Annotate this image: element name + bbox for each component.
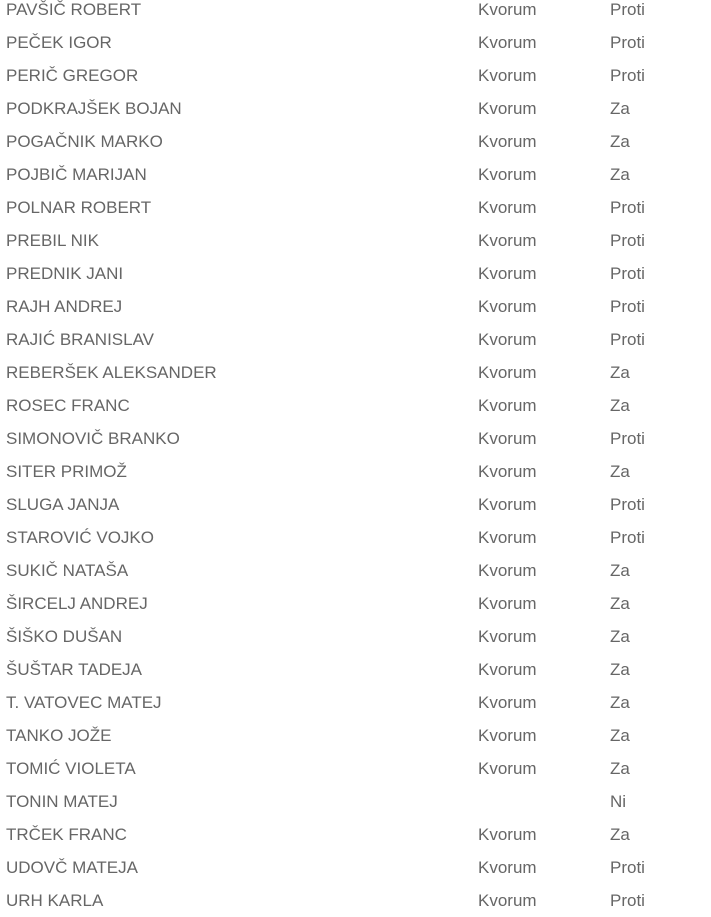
table-row: [0, 125, 711, 158]
quorum-status: Kvorum: [478, 66, 537, 85]
table-row: [0, 26, 711, 59]
member-name: TRČEK FRANC: [6, 825, 127, 844]
quorum-status: Kvorum: [478, 99, 537, 118]
quorum-status: Kvorum: [478, 561, 537, 580]
member-name: ŠIŠKO DUŠAN: [6, 627, 123, 646]
quorum-status: Kvorum: [478, 429, 537, 448]
quorum-status: Kvorum: [478, 297, 537, 316]
quorum-status: Kvorum: [478, 462, 537, 481]
table-row: [0, 158, 711, 191]
member-name: REBERŠEK ALEKSANDER: [6, 363, 217, 382]
vote-value: Proti: [610, 528, 645, 547]
member-name: PREDNIK JANI: [6, 264, 124, 283]
table-row: [0, 488, 711, 521]
quorum-status: Kvorum: [478, 660, 537, 679]
member-name: RAJH ANDREJ: [6, 297, 123, 316]
vote-value: Proti: [610, 495, 645, 514]
vote-value: Proti: [610, 0, 645, 19]
quorum-status: Kvorum: [478, 165, 537, 184]
vote-value: Za: [610, 726, 630, 745]
table-row: [0, 752, 711, 785]
table-row: [0, 554, 711, 587]
member-name: STAROVIĆ VOJKO: [6, 528, 154, 547]
quorum-status: Kvorum: [478, 264, 537, 283]
member-name: PODKRAJŠEK BOJAN: [6, 99, 182, 118]
quorum-status: Kvorum: [478, 759, 537, 778]
member-name: SUKIČ NATAŠA: [6, 561, 129, 580]
vote-value: Za: [610, 693, 630, 712]
quorum-status: Kvorum: [478, 363, 537, 382]
quorum-status: Kvorum: [478, 0, 537, 19]
vote-value: Proti: [610, 297, 645, 316]
quorum-status: Kvorum: [478, 594, 537, 613]
quorum-status: Kvorum: [478, 132, 537, 151]
member-name: ROSEC FRANC: [6, 396, 130, 415]
member-name: PEČEK IGOR: [6, 33, 112, 52]
table-row: [0, 389, 711, 422]
vote-value: Proti: [610, 429, 645, 448]
quorum-status: Kvorum: [478, 330, 537, 349]
member-name: POLNAR ROBERT: [6, 198, 152, 217]
vote-value: Ni: [610, 792, 627, 811]
table-row: [0, 290, 711, 323]
vote-value: Za: [610, 462, 630, 481]
table-row: [0, 323, 711, 356]
vote-value: Za: [610, 561, 630, 580]
table-row: [0, 620, 711, 653]
quorum-status: Kvorum: [478, 495, 537, 514]
quorum-status: Kvorum: [478, 627, 537, 646]
member-name: UDOVČ MATEJA: [6, 858, 138, 877]
table-row: [0, 59, 711, 92]
vote-value: Za: [610, 627, 630, 646]
vote-value: Proti: [610, 264, 645, 283]
member-name: POGAČNIK MARKO: [6, 132, 163, 151]
quorum-status: Kvorum: [478, 858, 537, 877]
quorum-status: Kvorum: [478, 825, 537, 844]
table-row: [0, 0, 711, 26]
quorum-status: Kvorum: [478, 528, 537, 547]
quorum-status: Kvorum: [478, 693, 537, 712]
table-row: [0, 422, 711, 455]
vote-value: Proti: [610, 858, 645, 877]
vote-value: Proti: [610, 231, 645, 250]
table-row: [0, 851, 711, 884]
vote-value: Za: [610, 594, 630, 613]
member-name: ŠIRCELJ ANDREJ: [6, 594, 148, 613]
member-name: TOMIĆ VIOLETA: [6, 759, 136, 778]
vote-value: Za: [610, 396, 630, 415]
quorum-status: Kvorum: [478, 726, 537, 745]
table-row: [0, 818, 711, 851]
table-row: [0, 521, 711, 554]
member-name: TONIN MATEJ: [6, 792, 118, 811]
vote-value: Proti: [610, 33, 645, 52]
table-row: [0, 653, 711, 686]
table-row: [0, 257, 711, 290]
member-name: PREBIL NIK: [6, 231, 99, 250]
vote-value: Za: [610, 660, 630, 679]
quorum-status: Kvorum: [478, 231, 537, 250]
table-row: [0, 191, 711, 224]
quorum-status: Kvorum: [478, 33, 537, 52]
vote-value: Za: [610, 99, 630, 118]
member-name: SIMONOVIČ BRANKO: [6, 429, 180, 448]
quorum-status: Kvorum: [478, 891, 537, 910]
member-name: POJBIČ MARIJAN: [6, 165, 147, 184]
quorum-status: Kvorum: [478, 396, 537, 415]
member-name: URH KARLA: [6, 891, 104, 910]
table-row: [0, 686, 711, 719]
member-name: PERIČ GREGOR: [6, 66, 139, 85]
table-row: [0, 356, 711, 389]
vote-value: Za: [610, 759, 630, 778]
table-row: [0, 92, 711, 125]
table-row: [0, 455, 711, 488]
vote-value: Proti: [610, 66, 645, 85]
table-row: [0, 224, 711, 257]
vote-value: Proti: [610, 330, 645, 349]
vote-value: Proti: [610, 891, 645, 910]
member-name: TANKO JOŽE: [6, 726, 112, 745]
member-name: ŠUŠTAR TADEJA: [6, 660, 143, 679]
member-name: PAVŠIČ ROBERT: [6, 0, 142, 19]
member-name: RAJIĆ BRANISLAV: [6, 330, 155, 349]
table-row: [0, 785, 711, 818]
vote-value: Proti: [610, 198, 645, 217]
table-row: [0, 884, 711, 917]
vote-value: Za: [610, 363, 630, 382]
member-name: SITER PRIMOŽ: [6, 462, 127, 481]
table-row: [0, 587, 711, 620]
vote-value: Za: [610, 132, 630, 151]
quorum-status: Kvorum: [478, 198, 537, 217]
vote-value: Za: [610, 825, 630, 844]
member-name: T. VATOVEC MATEJ: [6, 693, 162, 712]
vote-value: Za: [610, 165, 630, 184]
member-name: SLUGA JANJA: [6, 495, 120, 514]
table-row: [0, 719, 711, 752]
